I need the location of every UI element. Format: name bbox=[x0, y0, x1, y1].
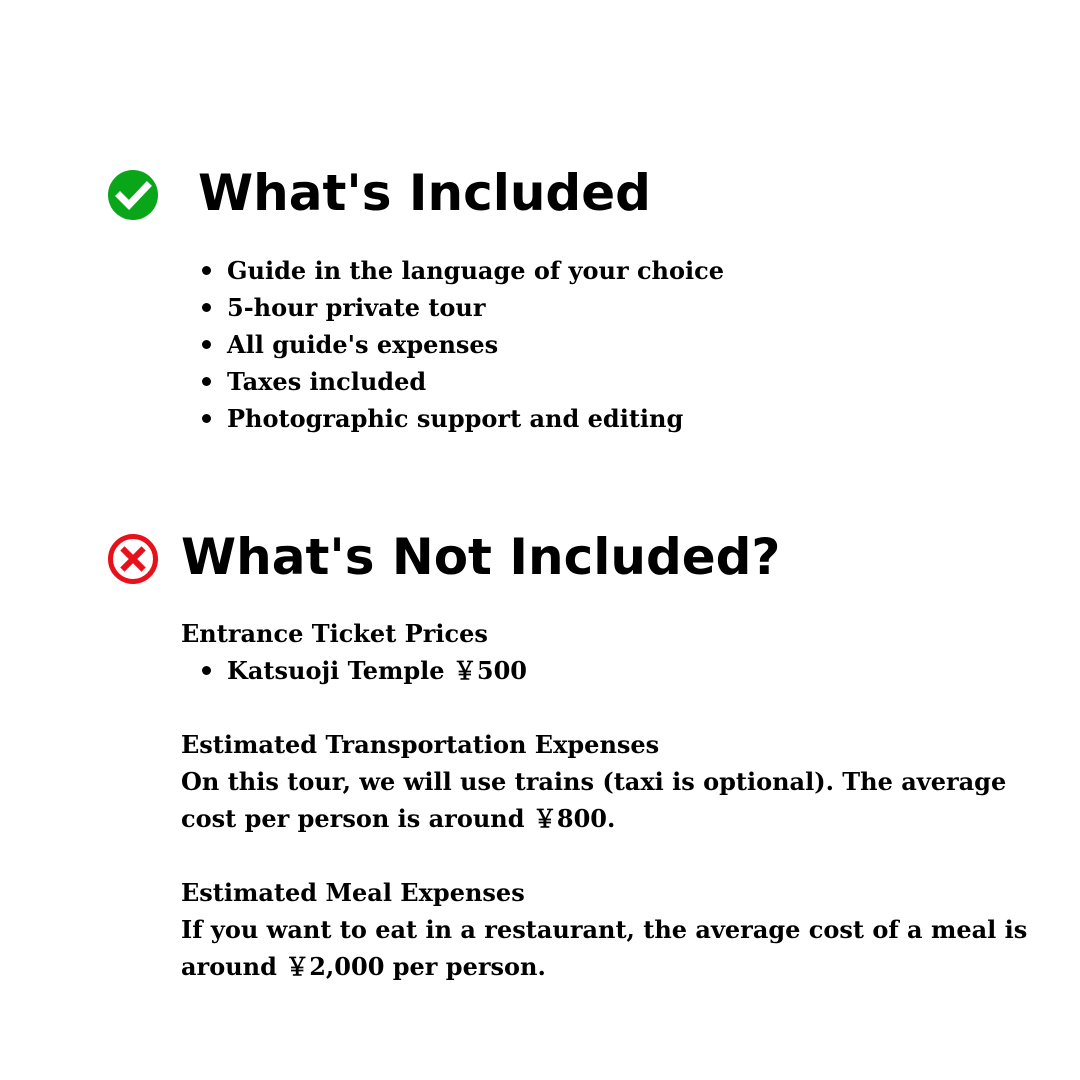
list-item: Katsuoji Temple ￥500 bbox=[199, 652, 527, 689]
list-item: All guide's expenses bbox=[199, 326, 724, 363]
included-title: What's Included bbox=[198, 164, 651, 222]
transport-body: On this tour, we will use trains (taxi is optional). The average cost per person is around ￥800. bbox=[181, 767, 1007, 833]
included-list bbox=[199, 252, 724, 437]
tickets-heading: Entrance Ticket Prices bbox=[181, 619, 488, 648]
meal-block bbox=[181, 874, 1051, 985]
meal-heading: Estimated Meal Expenses bbox=[181, 878, 525, 907]
tickets-list bbox=[199, 652, 527, 689]
not-included-title: What's Not Included? bbox=[181, 528, 781, 586]
list-item: Taxes included bbox=[199, 363, 724, 400]
list-item: 5-hour private tour bbox=[199, 289, 724, 326]
list-item: Guide in the language of your choice bbox=[199, 252, 724, 289]
x-circle-icon bbox=[107, 533, 159, 585]
transport-block bbox=[181, 726, 1051, 837]
list-item: Photographic support and editing bbox=[199, 400, 724, 437]
transport-heading: Estimated Transportation Expenses bbox=[181, 730, 660, 759]
tickets-block bbox=[181, 615, 488, 652]
check-circle-icon bbox=[107, 169, 159, 221]
meal-body: If you want to eat in a restaurant, the average cost of a meal is around ￥2,000 per person. bbox=[181, 915, 1028, 981]
